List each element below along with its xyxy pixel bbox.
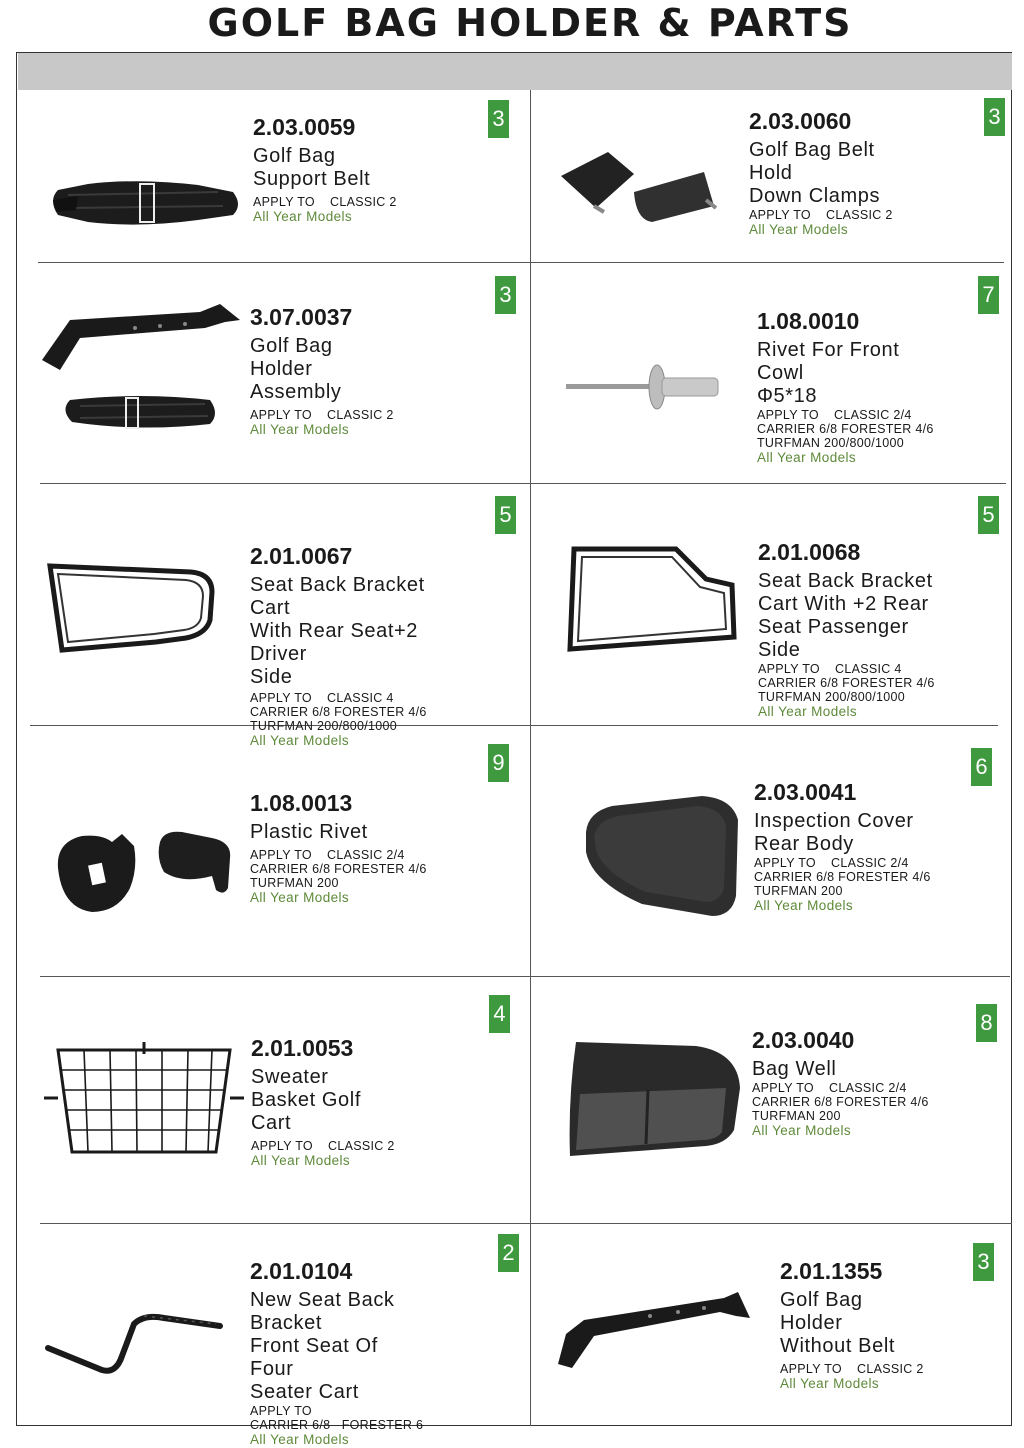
models-note: All Year Models — [250, 422, 350, 437]
part-name-line: Assembly — [250, 381, 342, 403]
strap-belt-icon — [48, 170, 243, 235]
quantity-badge: 8 — [976, 1004, 997, 1042]
quantity-badge: 2 — [498, 1234, 519, 1272]
part-number: 1.08.0010 — [757, 308, 860, 334]
row-divider — [30, 725, 998, 726]
bag-well-icon — [566, 1038, 742, 1160]
apply-to-line: APPLY TO CLASSIC 2 — [251, 1139, 395, 1153]
part-name-line: Cart With +2 Rear — [758, 593, 929, 615]
part-number: 2.01.1355 — [780, 1258, 883, 1284]
part-number: 2.01.0104 — [250, 1258, 353, 1284]
apply-to-line: APPLY TO CLASSIC 2/4 — [754, 856, 909, 870]
quantity-badge: 4 — [489, 995, 510, 1033]
models-note: All Year Models — [250, 890, 350, 905]
apply-to-line: APPLY TO — [250, 1404, 312, 1418]
part-number: 2.01.0067 — [250, 543, 353, 569]
part-number: 1.08.0013 — [250, 790, 353, 816]
inspection-cover-icon — [582, 792, 742, 920]
part-name-line: Φ5*18 — [757, 385, 818, 407]
page-title: GOLF BAG HOLDER & PARTS — [207, 1, 853, 45]
part-name-line: Golf Bag Support Belt — [253, 145, 371, 190]
part-name-line: Side — [250, 666, 293, 688]
quantity-badge: 5 — [495, 496, 516, 534]
apply-to-line: CARRIER 6/8 FORESTER 4/6 — [758, 676, 935, 690]
part-name-line: Seat Back Bracket — [758, 570, 933, 592]
models-note: All Year Models — [754, 898, 854, 913]
holder-bar-icon — [554, 1290, 754, 1370]
part-name-line: Golf Bag Holder — [780, 1289, 863, 1334]
part-name-line: Inspection Cover — [754, 810, 914, 832]
row-divider — [40, 976, 1010, 977]
apply-to-line: APPLY TO CLASSIC 4 — [250, 691, 394, 705]
part-name-line: Golf Bag Holder — [250, 335, 333, 380]
apply-to-line: CARRIER 6/8 FORESTER 4/6 — [754, 870, 931, 884]
holder-assembly-icon — [40, 300, 242, 440]
apply-to-line: APPLY TO CLASSIC 2/4 — [757, 408, 912, 422]
quantity-badge: 5 — [978, 496, 999, 534]
models-note: All Year Models — [780, 1376, 880, 1391]
part-name-line: Rear Body — [754, 833, 854, 855]
apply-to-line: APPLY TO CLASSIC 4 — [758, 662, 902, 676]
models-note: All Year Models — [749, 222, 849, 237]
part-name-line: Seat Back Bracket Cart — [250, 574, 425, 619]
part-name-line: Down Clamps — [749, 185, 881, 207]
apply-to-line: CARRIER 6/8 FORESTER 6 — [250, 1418, 424, 1432]
wire-basket-icon — [44, 1040, 244, 1160]
rivet-icon — [564, 362, 724, 412]
quantity-badge: 3 — [973, 1243, 994, 1281]
apply-to-line: TURFMAN 200/800/1000 — [250, 719, 398, 733]
plastic-rivet-icon — [52, 828, 237, 918]
bent-bracket-icon — [44, 1300, 224, 1380]
part-number: 2.03.0059 — [253, 114, 356, 140]
apply-to-line: CARRIER 6/8 FORESTER 4/6 — [250, 705, 427, 719]
part-name-line: New Seat Back Bracket — [250, 1289, 395, 1334]
seat-frame-driver-icon — [46, 562, 216, 654]
catalog-frame — [16, 52, 1012, 1426]
apply-to-line: APPLY TO CLASSIC 2 — [253, 195, 397, 209]
apply-to-line: CARRIER 6/8 FORESTER 4/6 — [757, 422, 934, 436]
part-number: 3.07.0037 — [250, 304, 353, 330]
part-name-line: Seater Cart — [250, 1381, 359, 1403]
apply-to-line: APPLY TO CLASSIC 2/4 — [250, 848, 405, 862]
part-name-line: Bag Well — [752, 1058, 837, 1080]
part-name-line: Without Belt — [780, 1335, 896, 1357]
models-note: All Year Models — [250, 733, 350, 748]
apply-to-line: TURFMAN 200 — [250, 876, 339, 890]
apply-to-line: CARRIER 6/8 FORESTER 4/6 — [250, 862, 427, 876]
apply-to-line: TURFMAN 200/800/1000 — [758, 690, 906, 704]
apply-to-line: APPLY TO CLASSIC 2 — [780, 1362, 924, 1376]
apply-to-line: CARRIER 6/8 FORESTER 4/6 — [752, 1095, 929, 1109]
part-number: 2.03.0060 — [749, 108, 852, 134]
part-name-line: Front Seat Of Four — [250, 1335, 378, 1380]
quantity-badge: 3 — [495, 276, 516, 314]
part-number: 2.01.0068 — [758, 539, 861, 565]
header-band — [18, 53, 1012, 90]
apply-to-line: TURFMAN 200 — [754, 884, 843, 898]
part-number: 2.01.0053 — [251, 1035, 354, 1061]
quantity-badge: 9 — [488, 744, 509, 782]
apply-to-line: TURFMAN 200 — [752, 1109, 841, 1123]
quantity-badge: 6 — [971, 748, 992, 786]
quantity-badge: 3 — [984, 98, 1005, 136]
apply-to-line: TURFMAN 200/800/1000 — [757, 436, 905, 450]
clamp-pair-icon — [556, 148, 721, 226]
models-note: All Year Models — [251, 1153, 351, 1168]
apply-to-line: APPLY TO CLASSIC 2/4 — [752, 1081, 907, 1095]
part-name-line: Plastic Rivet — [250, 821, 368, 843]
part-name-line: With Rear Seat+2 Driver — [250, 620, 419, 665]
row-divider — [38, 262, 1004, 263]
models-note: All Year Models — [757, 450, 857, 465]
part-name-line: Golf Bag Belt Hold — [749, 139, 875, 184]
part-name-line: Seat Passenger Side — [758, 616, 909, 661]
apply-to-line: APPLY TO CLASSIC 2 — [250, 408, 394, 422]
part-number: 2.03.0041 — [754, 779, 857, 805]
models-note: All Year Models — [752, 1123, 852, 1138]
models-note: All Year Models — [250, 1432, 350, 1447]
quantity-badge: 3 — [488, 100, 509, 138]
quantity-badge: 7 — [978, 276, 999, 314]
seat-frame-passenger-icon — [566, 545, 738, 653]
part-number: 2.03.0040 — [752, 1027, 855, 1053]
row-divider — [40, 1223, 1012, 1224]
part-name-line: Rivet For Front Cowl — [757, 339, 900, 384]
models-note: All Year Models — [758, 704, 858, 719]
part-name-line: Sweater Basket Golf — [251, 1066, 361, 1111]
models-note: All Year Models — [253, 209, 353, 224]
row-divider — [40, 483, 1006, 484]
apply-to-line: APPLY TO CLASSIC 2 — [749, 208, 893, 222]
column-divider — [530, 90, 531, 1426]
part-name-line: Cart — [251, 1112, 292, 1134]
